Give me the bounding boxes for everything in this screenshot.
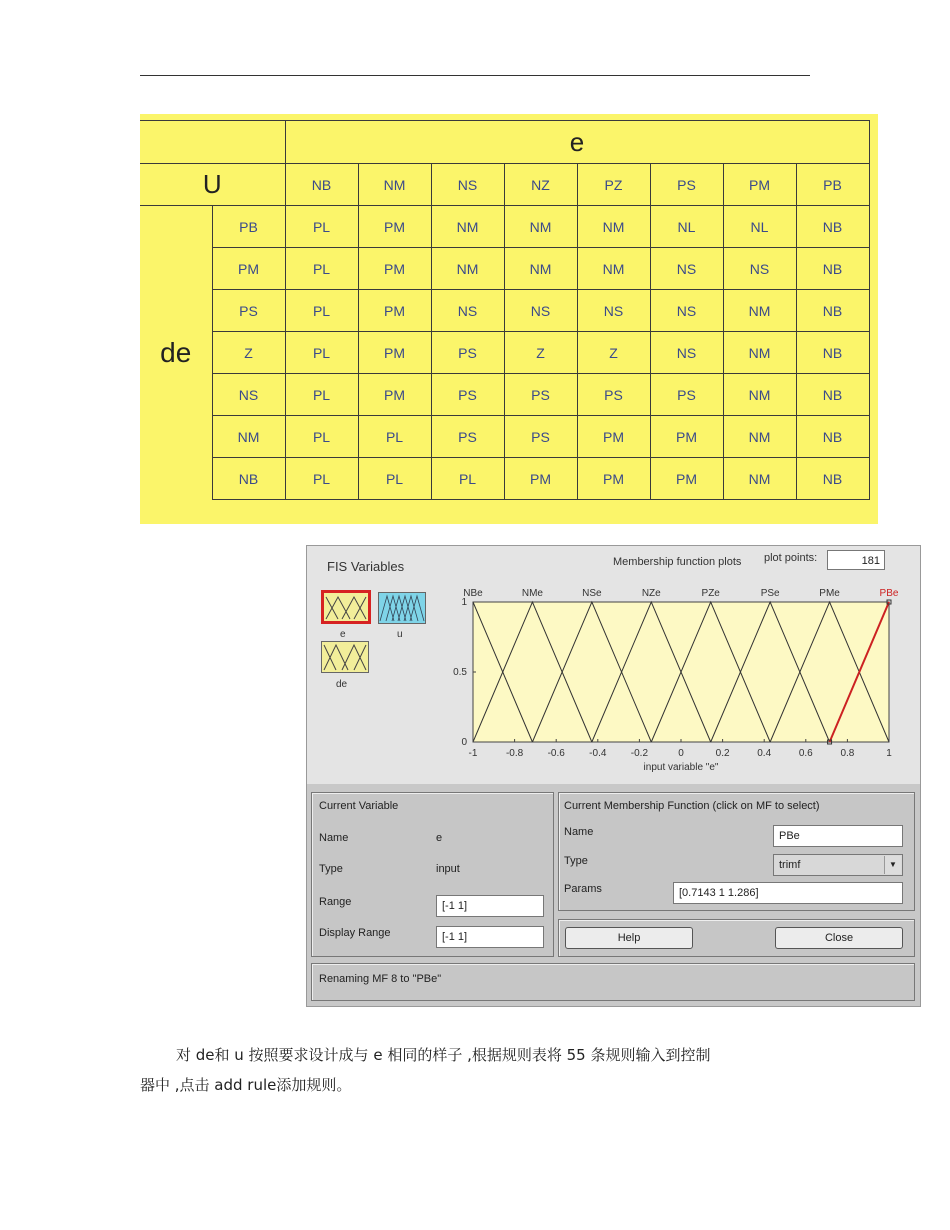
current-mf-title: Current Membership Function (click on MF to select) [564,800,820,812]
rule-cell: PM [650,416,723,458]
y-tick-label: 0 [461,737,467,748]
rule-cell: NL [650,206,723,248]
row-label: PM [212,248,285,290]
caption-line-1: 对 de和 u 按照要求设计成与 e 相同的样子 ,根据规则表将 55 条规则输入到控制 [176,1046,711,1064]
column-header: NB [285,164,358,206]
mf-name-label: Name [564,826,594,838]
rule-cell: PM [358,290,431,332]
header-de: de [140,206,212,500]
rule-cell: PS [431,416,504,458]
x-tick-label: -0.2 [630,748,649,759]
variable-e-label: e [340,629,346,640]
row-label: PS [212,290,285,332]
column-header: NM [358,164,431,206]
rule-cell: NM [723,458,796,500]
rule-cell: PM [358,248,431,290]
rule-cell: PS [431,374,504,416]
row-label: PB [212,206,285,248]
rule-cell: NM [723,374,796,416]
close-button[interactable]: Close [775,927,903,949]
mf-label-PMe: PMe [819,588,840,599]
x-tick-label: 1 [886,748,892,759]
mf-type-select[interactable] [773,854,903,876]
y-tick-label: 0.5 [453,667,467,678]
column-header: PZ [577,164,650,206]
cv-name-value: e [436,832,443,844]
row-label: NB [212,458,285,500]
mf-name-input[interactable]: PBe [773,825,903,847]
rule-cell: NS [723,248,796,290]
x-tick-label: -1 [468,748,478,759]
rule-cell: Z [577,332,650,374]
rule-cell: NB [796,374,869,416]
rule-cell: NB [796,416,869,458]
rule-cell: PM [358,374,431,416]
rule-cell: PL [285,416,358,458]
fis-editor-window [306,545,921,1007]
row-label: NS [212,374,285,416]
rule-cell: NM [723,416,796,458]
rule-cell: NM [504,206,577,248]
caption-text [140,1040,820,1100]
x-tick-label: 0.8 [840,748,855,759]
current-variable-title: Current Variable [319,800,399,812]
mf-label-NZe: NZe [641,588,661,599]
rule-cell: NB [796,332,869,374]
x-tick-label: 0.4 [757,748,772,759]
fis-variables-title: FIS Variables [327,559,405,574]
status-bar [311,963,915,1001]
rule-cell: PM [358,206,431,248]
rule-cell: NM [431,206,504,248]
row-label: Z [212,332,285,374]
cv-display-range-label: Display Range [319,927,391,939]
rule-cell: NS [650,290,723,332]
variable-de-label: de [336,679,348,690]
rule-cell: PM [358,332,431,374]
status-text: Renaming MF 8 to "PBe" [319,973,442,985]
x-tick-label: 0.6 [798,748,813,759]
mf-label-NMe: NMe [521,588,543,599]
variable-u-icon[interactable] [378,592,426,624]
mf-label-NBe: NBe [463,588,483,599]
rule-cell: PM [650,458,723,500]
mf-label-PZe: PZe [701,588,720,599]
rule-cell: NS [577,290,650,332]
column-header: PS [650,164,723,206]
rule-cell: NM [723,290,796,332]
column-header: NS [431,164,504,206]
mf-label-PBe: PBe [879,588,899,599]
header-u: U [140,164,285,206]
header-e: e [285,121,869,164]
rule-cell: NS [650,248,723,290]
cv-range-label: Range [319,896,352,908]
rule-cell: NM [577,206,650,248]
rule-cell: NB [796,248,869,290]
rule-cell: NB [796,458,869,500]
variable-e-icon[interactable] [321,590,371,624]
chevron-down-icon[interactable]: ▼ [884,856,901,874]
cv-name-label: Name [319,832,349,844]
rule-cell: PL [285,290,358,332]
variable-u-label: u [397,629,403,640]
mf-label-PSe: PSe [760,588,780,599]
help-button[interactable]: Help [565,927,693,949]
x-tick-label: 0.2 [715,748,730,759]
column-header: NZ [504,164,577,206]
column-header: PB [796,164,869,206]
y-tick-label: 1 [461,597,467,608]
buttons-panel [558,919,915,957]
x-axis-label: input variable "e" [643,762,719,773]
x-tick-label: 0 [678,748,684,759]
row-label: NM [212,416,285,458]
fis-top-area [307,546,920,784]
rule-cell: PL [358,416,431,458]
rule-cell: PS [650,374,723,416]
mf-type-label: Type [564,855,588,867]
rule-cell: PS [577,374,650,416]
rule-table-panel [140,114,878,524]
rule-cell: NS [650,332,723,374]
mf-plots-title: Membership function plots [613,556,742,568]
range-input[interactable]: [-1 1] [436,895,544,917]
x-tick-label: -0.6 [547,748,565,759]
mf-type-value: trimf [779,859,801,871]
fuzzy-rule-table [140,120,870,500]
rule-cell: PL [285,332,358,374]
variable-de-icon[interactable] [321,641,369,673]
header-rule [140,75,810,76]
corner-cell [140,121,285,164]
rule-cell: PL [358,458,431,500]
rule-cell: PM [577,458,650,500]
column-header: PM [723,164,796,206]
x-tick-label: -0.8 [505,748,524,759]
caption-line-2: 器中 ,点击 add rule添加规则。 [140,1076,352,1094]
mf-label-NSe: NSe [582,588,602,599]
cv-type-value: input [436,863,460,875]
display-range-input[interactable]: [-1 1] [436,926,544,948]
rule-cell: PS [504,374,577,416]
rule-cell: NS [504,290,577,332]
rule-cell: PL [285,374,358,416]
rule-cell: PS [504,416,577,458]
rule-cell: NM [723,332,796,374]
rule-cell: NB [796,290,869,332]
rule-cell: PM [504,458,577,500]
rule-cell: NS [431,290,504,332]
plot-points-input[interactable]: 181 [827,550,885,570]
current-variable-panel [311,792,554,957]
rule-cell: Z [504,332,577,374]
rule-cell: NM [504,248,577,290]
x-tick-label: -0.4 [589,748,607,759]
rule-cell: NL [723,206,796,248]
rule-cell: NM [577,248,650,290]
current-mf-panel [558,792,915,911]
rule-cell: PL [285,206,358,248]
rule-cell: PL [285,458,358,500]
rule-cell: NM [431,248,504,290]
cv-type-label: Type [319,863,343,875]
rule-cell: PL [285,248,358,290]
mf-params-input[interactable]: [0.7143 1 1.286] [673,882,903,904]
mf-params-label: Params [564,883,602,895]
rule-cell: PM [577,416,650,458]
rule-cell: PS [431,332,504,374]
rule-cell: NB [796,206,869,248]
membership-function-plot[interactable] [447,584,917,784]
plot-points-label: plot points: [764,552,818,564]
rule-cell: PL [431,458,504,500]
